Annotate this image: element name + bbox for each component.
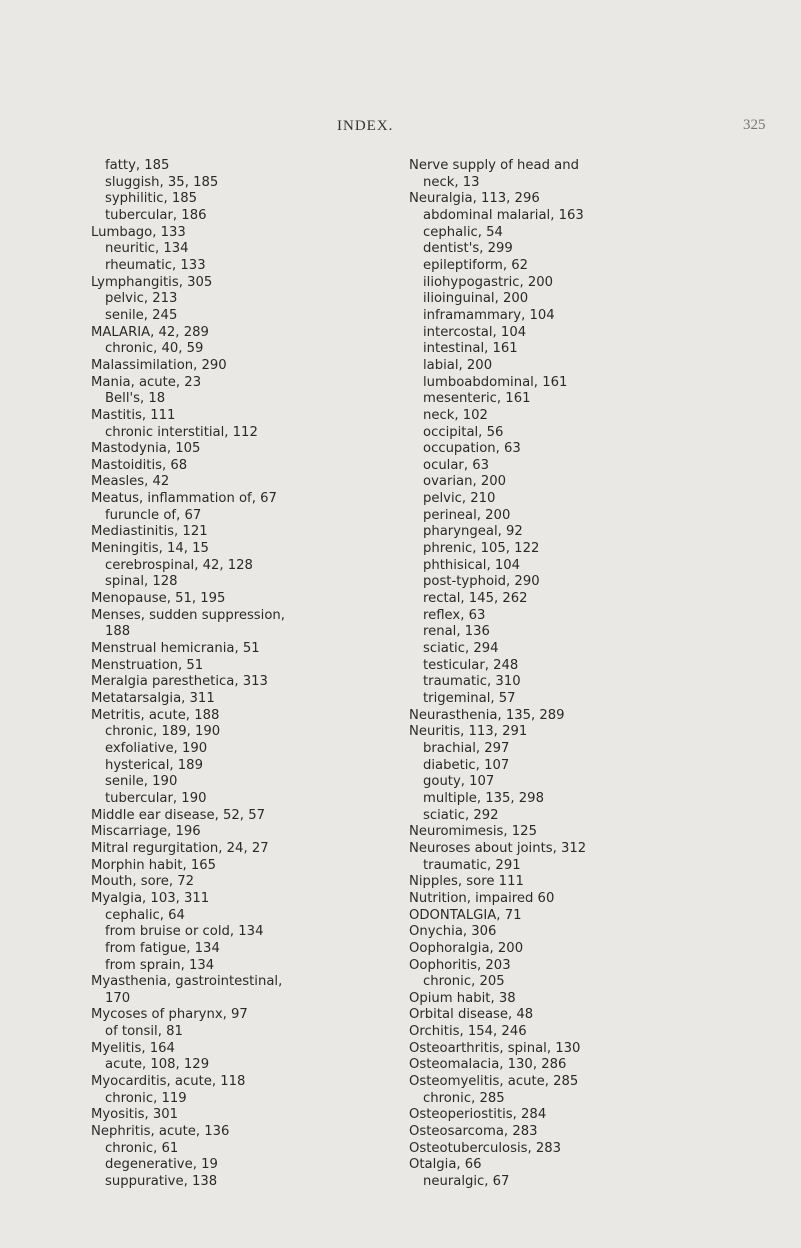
index-entry: Meatus, inflammation of, 67 (91, 491, 277, 507)
index-entry: Neuritis, 113, 291 (409, 724, 528, 740)
index-entry: Lumbago, 133 (91, 224, 186, 240)
index-subentry: renal, 136 (423, 624, 490, 640)
index-subentry: intestinal, 161 (423, 341, 518, 357)
index-subentry: senile, 190 (105, 774, 178, 790)
index-entry: Myelitis, 164 (91, 1040, 175, 1056)
page-title: INDEX. (337, 118, 394, 134)
index-entry: Orchitis, 154, 246 (409, 1024, 527, 1040)
page-header (0, 118, 801, 140)
index-entry: Middle ear disease, 52, 57 (91, 807, 265, 823)
index-subentry: sciatic, 294 (423, 641, 499, 657)
index-subentry: neuralgic, 67 (423, 1174, 510, 1190)
index-subentry: senile, 245 (105, 307, 178, 323)
index-entry: Mouth, sore, 72 (91, 874, 195, 890)
index-subentry: chronic, 205 (423, 974, 505, 990)
index-entry: Metatarsalgia, 311 (91, 691, 215, 706)
index-entry: Nephritis, acute, 136 (91, 1124, 230, 1140)
index-subentry: chronic interstitial, 112 (105, 424, 258, 440)
index-subentry: rectal, 145, 262 (423, 591, 528, 607)
index-entry: Neuralgia, 113, 296 (409, 191, 540, 207)
index-entry: Myositis, 301 (91, 1107, 179, 1123)
index-subentry: phrenic, 105, 122 (423, 541, 540, 557)
index-entry: Meralgia paresthetica, 313 (91, 674, 268, 690)
index-subentry: from sprain, 134 (105, 957, 215, 973)
index-subentry: chronic, 61 (105, 1140, 179, 1156)
index-subentry: perineal, 200 (423, 507, 511, 523)
index-subentry: traumatic, 291 (423, 857, 521, 873)
index-subentry: ovarian, 200 (423, 474, 507, 490)
index-subentry: labial, 200 (423, 357, 493, 373)
index-entry: Myasthenia, gastrointestinal, (91, 974, 283, 990)
index-entry: Osteoarthritis, spinal, 130 (409, 1040, 581, 1056)
index-entry: Oophoralgia, 200 (409, 940, 524, 956)
index-entry: Oophoritis, 203 (409, 957, 511, 973)
index-subentry: exfoliative, 190 (105, 740, 208, 756)
index-subentry: Bell's, 18 (105, 391, 166, 407)
index-entry: Neurasthenia, 135, 289 (409, 707, 565, 723)
index-entry: Otalgia, 66 (409, 1157, 482, 1173)
index-entry: Orbital disease, 48 (409, 1007, 534, 1023)
index-subentry: rheumatic, 133 (105, 257, 206, 273)
index-entry: Malassimilation, 290 (91, 357, 227, 373)
index-entry: ODONTALGIA, 71 (409, 907, 522, 923)
index-subentry: tubercular, 186 (105, 207, 207, 223)
index-subentry: degenerative, 19 (105, 1157, 218, 1173)
index-subentry: cephalic, 64 (105, 907, 185, 923)
index-entry: Menstrual hemicrania, 51 (91, 641, 260, 657)
index-entry: Onychia, 306 (409, 924, 497, 940)
index-subentry: traumatic, 310 (423, 674, 521, 690)
index-entry: Mycoses of pharynx, 97 (91, 1007, 248, 1023)
index-subentry: cephalic, 54 (423, 224, 503, 240)
index-subentry: of tonsil, 81 (105, 1024, 183, 1040)
index-subentry: diabetic, 107 (423, 757, 510, 773)
index-subentry: neck, 102 (423, 407, 488, 423)
index-subentry: intercostal, 104 (423, 324, 527, 340)
index-subentry: 170 (105, 990, 131, 1006)
index-entry: Nipples, sore 111 (409, 874, 524, 890)
index-entry: Miscarriage, 196 (91, 824, 201, 840)
index-entry: Mastitis, 111 (91, 407, 176, 423)
index-subentry: suppurative, 138 (105, 1174, 218, 1190)
index-entry: Myalgia, 103, 311 (91, 890, 210, 906)
index-subentry: acute, 108, 129 (105, 1057, 210, 1073)
index-entry: Morphin habit, 165 (91, 857, 217, 873)
index-subentry: sluggish, 35, 185 (105, 174, 219, 190)
index-entry: Myocarditis, acute, 118 (91, 1074, 246, 1090)
index-subentry: chronic, 119 (105, 1090, 187, 1106)
index-entry: Mastoiditis, 68 (91, 457, 188, 473)
index-subentry: cerebrospinal, 42, 128 (105, 557, 253, 573)
index-entry: Mania, acute, 23 (91, 374, 202, 390)
index-entry: Osteosarcoma, 283 (409, 1124, 538, 1140)
index-entry: Menopause, 51, 195 (91, 591, 226, 607)
index-entry: Mitral regurgitation, 24, 27 (91, 840, 269, 856)
index-entry: Measles, 42 (91, 474, 170, 490)
index-entry: Metritis, acute, 188 (91, 707, 220, 723)
index-subentry: brachial, 297 (423, 740, 510, 756)
index-subentry: phthisical, 104 (423, 557, 521, 573)
index-entry: MALARIA, 42, 289 (91, 324, 209, 340)
index-entry: Opium habit, 38 (409, 990, 516, 1006)
index-subentry: reflex, 63 (423, 607, 486, 623)
index-subentry: chronic, 40, 59 (105, 341, 204, 357)
index-subentry: syphilitic, 185 (105, 191, 198, 207)
index-subentry: trigeminal, 57 (423, 691, 516, 706)
index-column-right (409, 158, 789, 1191)
index-entry: Osteoperiostitis, 284 (409, 1107, 547, 1123)
index-subentry: iliohypogastric, 200 (423, 274, 554, 290)
index-subentry: fatty, 185 (105, 158, 170, 173)
index-subentry: epileptiform, 62 (423, 257, 529, 273)
index-subentry: hysterical, 189 (105, 757, 203, 773)
page-number: 325 (743, 117, 766, 133)
index-subentry: inframammary, 104 (423, 307, 555, 323)
index-subentry: 188 (105, 624, 131, 640)
index-entry: Osteotuberculosis, 283 (409, 1140, 562, 1156)
index-entry: Mastodynia, 105 (91, 441, 201, 457)
index-entry: Menstruation, 51 (91, 657, 204, 673)
index-subentry: from bruise or cold, 134 (105, 924, 264, 940)
index-subentry: testicular, 248 (423, 657, 519, 673)
index-subentry: occipital, 56 (423, 424, 504, 440)
index-subentry: furuncle of, 67 (105, 507, 202, 523)
index-subentry: pelvic, 213 (105, 291, 178, 307)
index-entry: Meningitis, 14, 15 (91, 541, 209, 557)
index-subentry: lumboabdominal, 161 (423, 374, 568, 390)
index-subentry: mesenteric, 161 (423, 391, 531, 407)
index-subentry: spinal, 128 (105, 574, 178, 590)
index-subentry: dentist's, 299 (423, 241, 513, 257)
index-subentry: chronic, 189, 190 (105, 724, 221, 740)
index-entry: Lymphangitis, 305 (91, 274, 213, 290)
index-subentry: sciatic, 292 (423, 807, 499, 823)
index-subentry: ilioinguinal, 200 (423, 291, 529, 307)
index-entry: Nutrition, impaired 60 (409, 890, 555, 906)
index-entry: Nerve supply of head and (409, 158, 579, 173)
index-subentry: chronic, 285 (423, 1090, 505, 1106)
index-subentry: pharyngeal, 92 (423, 524, 523, 540)
index-subentry: neck, 13 (423, 174, 480, 190)
index-subentry: tubercular, 190 (105, 790, 207, 806)
index-subentry: multiple, 135, 298 (423, 790, 544, 806)
index-entry: Neuromimesis, 125 (409, 824, 537, 840)
index-subentry: from fatigue, 134 (105, 940, 220, 956)
index-subentry: ocular, 63 (423, 457, 490, 473)
index-subentry: pelvic, 210 (423, 491, 496, 507)
index-entry: Mediastinitis, 121 (91, 524, 208, 540)
index-subentry: gouty, 107 (423, 774, 495, 790)
index-subentry: abdominal malarial, 163 (423, 207, 584, 223)
index-subentry: post-typhoid, 290 (423, 574, 540, 590)
index-entry: Osteomyelitis, acute, 285 (409, 1074, 579, 1090)
index-subentry: neuritic, 134 (105, 241, 189, 257)
index-entry: Osteomalacia, 130, 286 (409, 1057, 567, 1073)
index-entry: Neuroses about joints, 312 (409, 840, 587, 856)
index-subentry: occupation, 63 (423, 441, 521, 457)
index-entry: Menses, sudden suppression, (91, 607, 285, 623)
